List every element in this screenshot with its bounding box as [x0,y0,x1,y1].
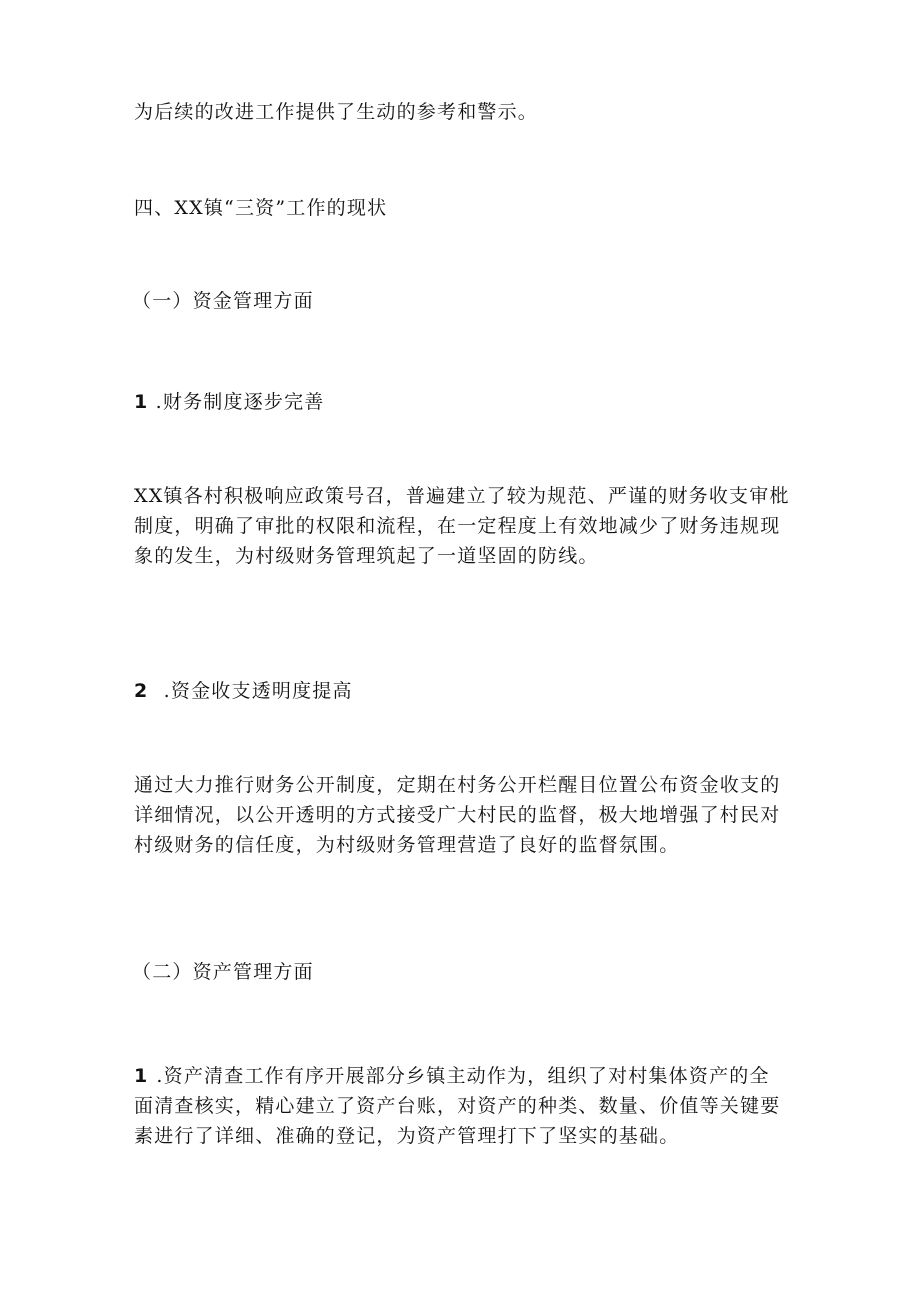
paragraph-line: 象的发生，为村级财务管理筑起了一道坚固的防线。 [134,545,599,567]
paragraph-text: .资产清查工作有序开展部分乡镇主动作为，组织了对村集体资产的全 [156,1065,770,1087]
paragraph-line: 详细情况，以公开透明的方式接受广大村民的监督，极大地增强了村民对 [134,804,781,826]
subsection-heading-assets: （二）资产管理方面 [132,961,314,983]
paragraph-financial-system [134,481,790,571]
item-title: .资金收支透明度提高 [163,680,353,702]
intro-line: 为后续的改进工作提供了生动的参考和警示。 [134,101,539,123]
paragraph-line: XX镇各村积极响应政策号召，普遍建立了较为规范、严谨的财务收支审枇 [134,485,790,507]
paragraph-line: 通过大力推行财务公开制度，定期在村务公开栏醒目位置公布资金收支的 [134,774,781,796]
item-heading-transparency [134,679,353,703]
paragraph-line: 村级财务的信任度，为村级财务管理营造了良好的监督氛围。 [134,834,680,856]
paragraph-line: 面清查核实，精心建立了资产台账，对资产的种类、数量、价值等关键要 [134,1095,781,1117]
item-number: 2 [134,680,149,702]
item-title: .财务制度逐步完善 [155,391,325,413]
item-heading-financial-system [134,390,325,414]
section-heading: 四、XX镇“三资”工作的现状 [134,197,388,219]
paragraph-line: 制度，明确了审批的权限和流程，在一定程度上有效地减少了财务违规现 [134,515,781,537]
paragraph-line [134,1061,784,1091]
item-number: 1 [134,1065,149,1087]
item-number: 1 [134,391,149,413]
paragraph-line: 素进行了详细、准确的登记，为资产管理打下了坚实的基础。 [134,1125,680,1147]
subsection-heading-funds: （一）资金管理方面 [132,290,314,312]
paragraph-transparency [134,770,784,860]
paragraph-asset-inventory [134,1061,784,1151]
